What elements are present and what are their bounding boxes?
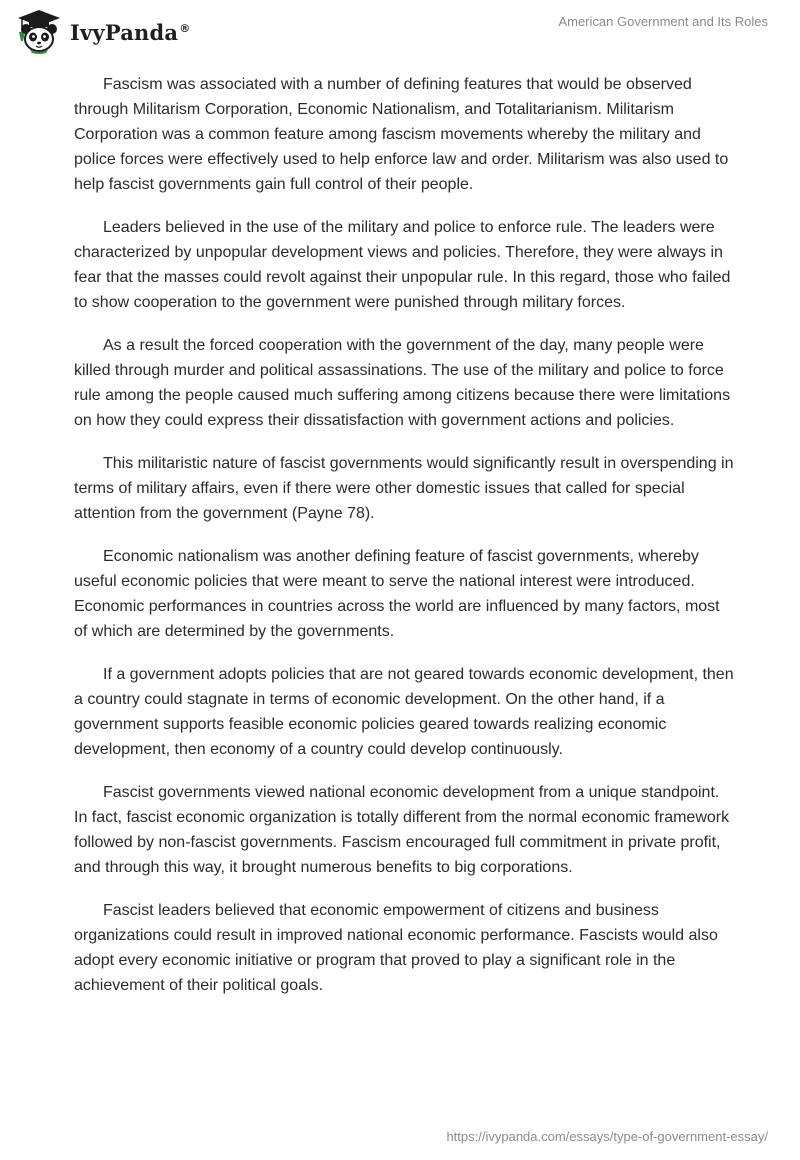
paragraph: Leaders believed in the use of the military and police to enforce rule. The leaders were characterized by unpopular development views and policies. Therefore, they were always in fear that the masses could revolt against their unpopular rule. In this regard, those who failed to show cooperation to the government were punished through military forces. [74,219,731,311]
registered-mark: ® [179,21,191,35]
page-header [0,0,800,70]
source-url-link[interactable]: https://ivypanda.com/essays/type-of-government-essay/ [446,1129,768,1144]
paragraph: Fascist governments viewed national economic development from a unique standpoint. In fact, fascist economic organization is totally different from the normal economic framework followed by non-fascist governments. Fascism encouraged full commitment in private profit, and through this way, it brought numerous benefits to big corporations. [74,784,730,876]
paragraph: Economic nationalism was another defining feature of fascist governments, whereby useful economic policies that were meant to serve the national interest were introduced. Economic performances in countries across the world are influenced by many factors, most of which are determined by the governments. [74,548,720,640]
paragraph: Fascist leaders believed that economic empowerment of citizens and business organizations could result in improved national economic performance. Fascists would also adopt every economic initiative or program that proved to play a significant role in the achievement of their political goals. [74,902,718,994]
document-title: American Government and Its Roles [558,14,768,29]
ivypanda-logo[interactable] [14,8,190,54]
paragraph: This militaristic nature of fascist governments would significantly result in overspending in terms of military affairs, even if there were other domestic issues that called for special attention from the government (Payne 78). [74,455,734,522]
paragraph: If a government adopts policies that are not geared towards economic development, then a country could stagnate in terms of economic development. On the other hand, if a government supports feasible economic policies geared towards realizing economic development, then economy of a country could develop continuously. [74,666,734,758]
paragraph: As a result the forced cooperation with the government of the day, many people were killed through murder and political assassinations. The use of the military and police to force rule among the people caused much suffering among citizens because there were limitations on how they could express their dissatisfaction with government actions and policies. [74,337,731,429]
paragraph: Fascism was associated with a number of defining features that would be observed through Militarism Corporation, Economic Nationalism, and Totalitarianism. Militarism Corporation was a common feature among fascism movements whereby the military and police forces were effectively used to help enforce law and order. Militarism was also used to help fascist governments gain full control of their people. [74,76,729,193]
logo-name: IvyPanda [70,19,179,45]
essay-body [74,72,734,1016]
panda-graduate-icon [14,8,64,54]
logo-text [70,20,190,45]
